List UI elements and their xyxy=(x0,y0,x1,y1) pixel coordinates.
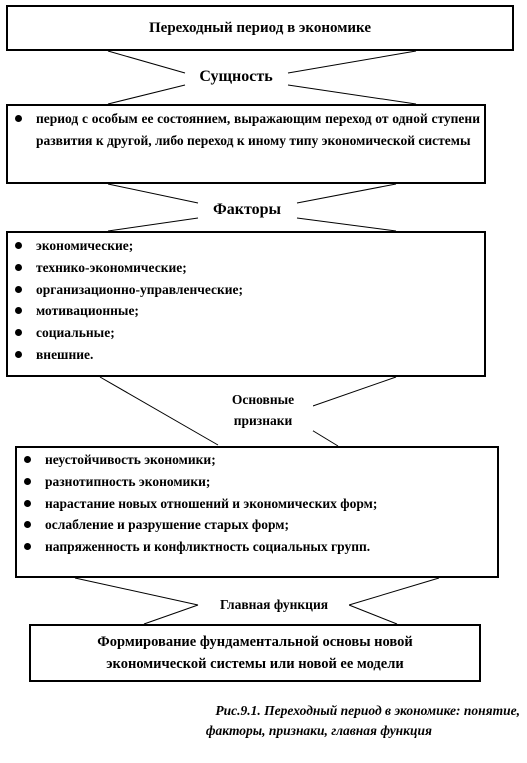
list-item xyxy=(8,235,484,257)
bullet-icon xyxy=(15,307,22,314)
connector-line xyxy=(108,85,185,104)
main-function-line2: экономической системы или новой ее модели xyxy=(106,656,404,672)
sign-text: напряженность и конфликтность социальных групп. xyxy=(45,539,371,555)
connector-line xyxy=(349,605,397,624)
diagram-title: Переходный период в экономике xyxy=(149,19,371,36)
factors-list xyxy=(8,235,484,366)
bullet-icon xyxy=(24,456,31,463)
list-item xyxy=(8,279,484,301)
figure-caption xyxy=(60,701,520,741)
list-item xyxy=(8,322,484,344)
bullet-icon xyxy=(15,329,22,336)
signs-box xyxy=(15,446,499,578)
list-item xyxy=(17,514,497,536)
list-item xyxy=(17,449,497,471)
signs-list xyxy=(17,449,497,558)
list-item xyxy=(8,108,480,152)
connector-line xyxy=(108,184,198,203)
factors-label: Факторы xyxy=(199,200,295,220)
bullet-icon xyxy=(24,500,31,507)
factor-text: экономические; xyxy=(36,238,134,253)
connector-line xyxy=(108,218,198,231)
sign-text: разнотипность экономики; xyxy=(45,473,211,489)
connector-line xyxy=(297,184,396,203)
factor-text: технико-экономические; xyxy=(36,259,187,275)
connector-line xyxy=(100,377,218,445)
caption-line1: Рис.9.1. Переходный период в экономике: понятие, xyxy=(215,703,520,718)
list-item xyxy=(8,300,484,322)
connector-line xyxy=(297,218,396,231)
connector-line xyxy=(288,85,416,104)
connector-line xyxy=(75,578,198,605)
main-function-line1: Формирование фундаментальной основы новой xyxy=(97,634,413,650)
essence-box xyxy=(6,104,486,184)
bullet-icon xyxy=(15,115,22,122)
sign-text: неустойчивость экономики; xyxy=(45,452,216,467)
bullet-icon xyxy=(15,264,22,271)
title-box xyxy=(6,5,514,51)
signs-label-line1: Основные xyxy=(231,392,295,407)
signs-label xyxy=(213,389,313,431)
essence-text: период с особым ее состоянием, выражающим переход от одной ступени развития к другой, либо переход к иному типу экономической системы xyxy=(36,111,480,148)
factors-box xyxy=(6,231,486,377)
bullet-icon xyxy=(24,521,31,528)
main-function-label: Главная функция xyxy=(199,594,349,615)
caption-line2: факторы, признаки, главная функция xyxy=(205,723,432,738)
sign-text: нарастание новых отношений и экономических форм; xyxy=(45,495,378,511)
main-function-box xyxy=(29,624,481,682)
factor-text: внешние. xyxy=(36,346,94,362)
connector-line xyxy=(144,605,198,624)
bullet-icon xyxy=(15,351,22,358)
factor-text: социальные; xyxy=(36,325,115,341)
connector-line xyxy=(288,51,416,73)
list-item xyxy=(17,471,497,493)
connector-line xyxy=(108,51,185,73)
bullet-icon xyxy=(24,543,31,550)
signs-label-line2: признаки xyxy=(233,413,293,428)
sign-text: ослабление и разрушение старых форм; xyxy=(45,517,289,533)
list-item xyxy=(8,344,484,366)
bullet-icon xyxy=(24,478,31,485)
list-item xyxy=(17,536,497,558)
bullet-icon xyxy=(15,286,22,293)
list-item xyxy=(8,257,484,279)
list-item xyxy=(17,493,497,515)
connector-line xyxy=(349,578,439,605)
bullet-icon xyxy=(15,242,22,249)
essence-list xyxy=(8,108,480,152)
factor-text: организационно-управленческие; xyxy=(36,281,244,297)
factor-text: мотивационные; xyxy=(36,303,139,319)
essence-label: Сущность xyxy=(186,67,286,87)
